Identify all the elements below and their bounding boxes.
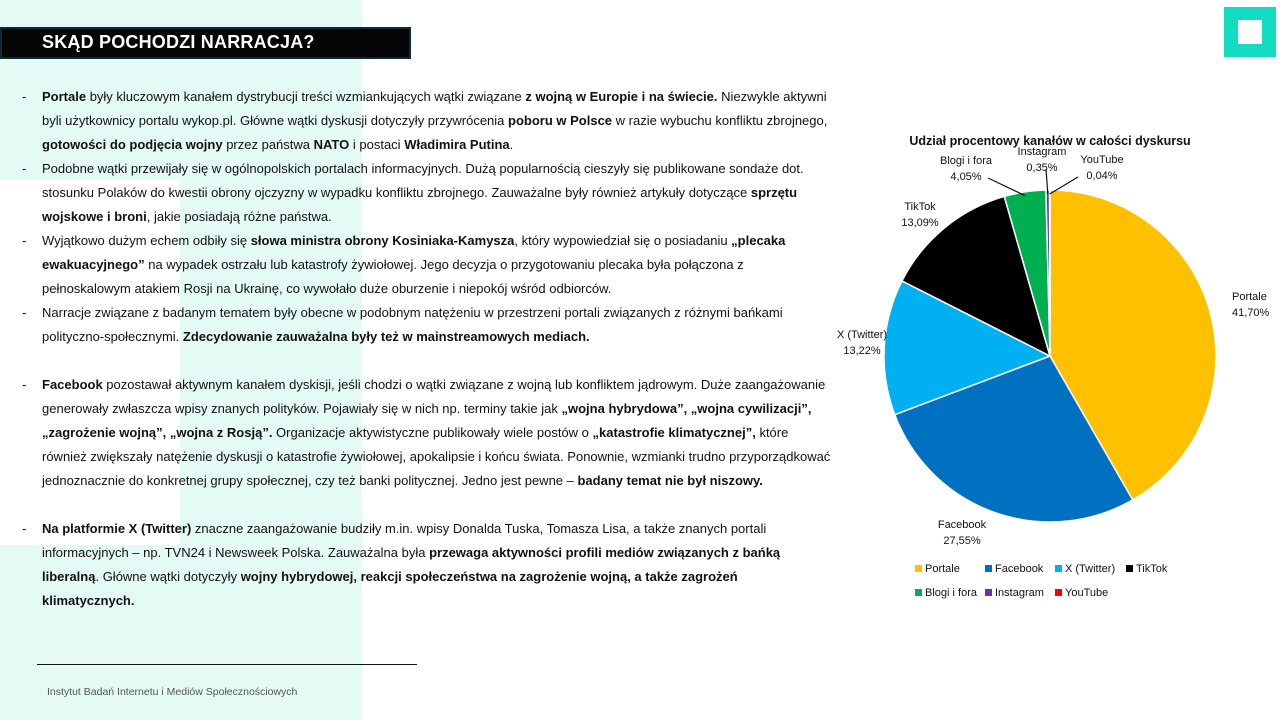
pie-chart: [830, 120, 1270, 620]
legend-swatch: [1126, 565, 1133, 572]
body-text: .: [509, 137, 514, 152]
bold-text: Portale: [42, 89, 87, 104]
body-text: Organizacje aktywistyczne publikowały wiele postów o: [272, 425, 593, 440]
footer-institution: Instytut Badań Internetu i Mediów Społecznościowych: [47, 686, 298, 698]
body-text: , jakie posiadają różne państwa.: [146, 209, 332, 224]
bold-text: Na platformie X (Twitter): [42, 521, 192, 536]
bullet-dash: -: [22, 521, 27, 536]
slice-value-label: 41,70%: [1232, 307, 1270, 319]
legend-label: TikTok: [1136, 563, 1168, 575]
footer-divider: [37, 664, 417, 665]
legend-swatch: [985, 565, 992, 572]
bullet-item: [22, 517, 832, 613]
bullet-item: [22, 229, 832, 301]
bold-text: gotowości do podjęcia wojny: [42, 137, 223, 152]
legend-label: Blogi i fora: [925, 587, 977, 599]
bullet-item: [22, 373, 832, 493]
slice-value-label: 13,22%: [843, 345, 881, 357]
bold-text: wojny hybrydowej, reakcji społeczeństwa na zagrożenie wojną, a także zagrożeń klimatycznych.: [42, 569, 738, 608]
body-text: Podobne wątki przewijały się w ogólnopolskich portalach informacyjnych. Dużą popularnością cieszyły się publikowane sondaże dot. stosunku Polaków do kwestii obrony ojczyzny w wypadku konfliktu zbrojnego. Zauważalne były również artykuły dotyczące: [42, 161, 804, 200]
slice-value-label: 13,09%: [901, 217, 939, 229]
bold-text: Zdecydowanie zauważalna były też w mainstreamowych mediach.: [182, 329, 590, 344]
page-title: SKĄD POCHODZI NARRACJA?: [42, 32, 315, 52]
legend-swatch: [1055, 589, 1062, 596]
slice-category-label: Blogi i fora: [940, 155, 992, 167]
body-text: , który wypowiedział się o posiadaniu: [514, 233, 732, 248]
body-text: . Główne wątki dotyczyły: [95, 569, 241, 584]
body-text: Wyjątkowo dużym echem odbiły się: [42, 233, 251, 248]
body-text: na wypadek ostrzału lub katastrofy żywiołowej. Jego decyzja o przygotowaniu plecaka była połączona z pełnoskalowym atakiem Rosji na Ukrainę, co wywołało duże oburzenie i niepokój wśród odbiorców.: [42, 257, 744, 296]
paragraph-gap: [22, 493, 832, 517]
bold-text: NATO: [313, 137, 350, 152]
body-text: i postaci: [349, 137, 405, 152]
slice-category-label: X (Twitter): [836, 329, 888, 341]
bullet-item: [22, 301, 832, 349]
bold-text: Władimira Putina: [404, 137, 510, 152]
slice-category-label: YouTube: [1080, 154, 1124, 166]
slice-value-label: 4,05%: [950, 171, 982, 183]
legend-swatch: [915, 589, 922, 596]
chart-title: Udział procentowy kanałów w całości dyskursu: [909, 134, 1191, 148]
bullet-dash: -: [22, 305, 27, 320]
body-text: znaczne zaangażowanie budziły m.in. wpisy Donalda Tuska, Tomasza Lisa, a także znanych portali informacyjnych – np. TVN24 i Newsweek Polska. Zauważalna była: [42, 521, 767, 560]
bullet-dash: -: [22, 89, 27, 104]
bullet-dash: -: [22, 233, 27, 248]
legend-label: Portale: [925, 563, 960, 575]
slice-value-label: 0,04%: [1086, 170, 1118, 182]
bullet-item: [22, 157, 832, 229]
legend-label: Facebook: [995, 563, 1044, 575]
body-text: Narracje związane z badanym tematem były obecne w podobnym natężeniu w przestrzeni portali związanych z różnymi bańkami polityczno-społecznymi.: [42, 305, 783, 344]
bold-text: sprzętu wojskowe i broni: [42, 185, 798, 224]
bold-text: badany temat nie był niszowy.: [577, 473, 763, 488]
legend-swatch: [985, 589, 992, 596]
body-text: były kluczowym kanałem dystrybucji treści wzmiankujących wątki związane: [86, 89, 526, 104]
legend-label: X (Twitter): [1065, 563, 1116, 575]
slice-category-label: Facebook: [937, 519, 987, 531]
leader-line: [988, 178, 1026, 196]
slice-category-label: TikTok: [904, 201, 936, 213]
bold-text: „katastrofie klimatycznej”,: [592, 425, 756, 440]
logo-square-icon: [1238, 20, 1262, 44]
bullet-dash: -: [22, 161, 27, 176]
legend-swatch: [915, 565, 922, 572]
paragraph-gap: [22, 349, 832, 373]
body-text: które również zwiększały natężenie dyskusji o katastrofie żywiołowej, apokalipsie i końcu świata. Ponownie, wzmianki trudno przyporządkować jednoznacznie do konkretnej grupy społecznej, czy też banki politycznej. Jedno jest pewne –: [42, 425, 831, 488]
bold-text: „wojna hybrydowa”, „wojna cywilizacji”, „zagrożenie wojną”, „wojna z Rosją”.: [42, 401, 812, 440]
body-text: przez państwa: [222, 137, 314, 152]
body-text: pozostawał aktywnym kanałem dyskisji, jeśli chodzi o wątki związane z wojną lub konfliktem jądrowym. Duże zaangażowanie generowały zwłaszcza wpisy znanych polityków. Pojawiały się w nich np. terminy takie jak: [42, 377, 826, 416]
legend-label: Instagram: [995, 587, 1044, 599]
slice-category-label: Instagram: [1017, 146, 1067, 158]
bold-text: Facebook: [42, 377, 103, 392]
bold-text: poboru w Polsce: [508, 113, 613, 128]
body-text: Niezwykle aktywni byli użytkownicy portalu wykop.pl. Główne wątki dyskusji dotyczyły przywrócenia: [42, 89, 827, 128]
bold-text: słowa ministra obrony Kosiniaka-Kamysza: [250, 233, 515, 248]
legend-label: YouTube: [1065, 587, 1109, 599]
body-text: w razie wybuchu konfliktu zbrojnego,: [612, 113, 828, 128]
legend-swatch: [1055, 565, 1062, 572]
corner-logo-icon: [1224, 7, 1276, 57]
bold-text: przewaga aktywności profili mediów związanych z bańką liberalną: [42, 545, 781, 584]
slice-value-label: 0,35%: [1026, 162, 1058, 174]
slice-value-label: 27,55%: [943, 535, 981, 547]
bullet-list: [22, 85, 832, 613]
bold-text: „plecaka ewakuacyjnego”: [42, 233, 786, 272]
slice-category-label: Portale: [1232, 291, 1267, 303]
bullet-item: [22, 85, 832, 157]
bold-text: z wojną w Europie i na świecie.: [525, 89, 718, 104]
bullet-dash: -: [22, 377, 27, 392]
